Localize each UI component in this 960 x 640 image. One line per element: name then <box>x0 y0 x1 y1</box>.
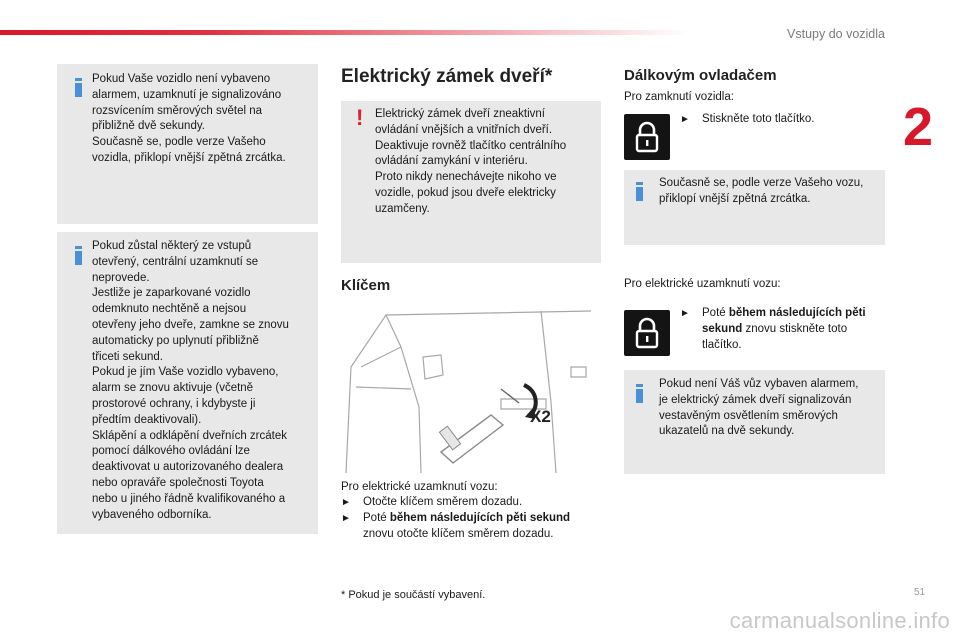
key-intro: Pro elektrické uzamknutí vozu: <box>341 481 498 493</box>
chapter-number: 2 <box>903 97 934 157</box>
lock-button-icon <box>624 310 670 356</box>
remote-intro-2: Pro elektrické uzamknutí vozu: <box>624 278 781 290</box>
remote-intro-1: Pro zamknutí vozidla: <box>624 91 734 103</box>
header-accent-bar <box>0 30 690 35</box>
arrow-bullet-icon: ► <box>341 497 351 508</box>
remote-step-1: ► Stiskněte toto tlačítko. <box>680 112 880 128</box>
remote-heading: Dálkovým ovladačem <box>624 67 777 84</box>
turn-count-label: X2 <box>530 407 551 426</box>
warning-note <box>341 101 601 263</box>
footnote: * Pokud je součástí vybavení. <box>341 589 486 601</box>
warning-text: Elektrický zámek dveří zneaktivní ovládání vnějších a vnitřních dveří. Deaktivuje rovněž tlačítko centrálního ovládání zamykání v interiéru. Proto nikdy nenechávejte nikoho ve vozidle, pokud jsou dveře elektricky uzamčeny. <box>375 108 567 215</box>
watermark: carmanualsonline.info <box>729 608 950 633</box>
arrow-bullet-icon: ► <box>680 308 690 319</box>
info-note-4 <box>624 370 885 474</box>
arrow-bullet-icon: ► <box>680 114 690 125</box>
info-note-3 <box>624 170 885 245</box>
info-note-2 <box>57 232 318 534</box>
key-step-2: ► Poté během následujících pěti sekund znovu otočte klíčem směrem dozadu. <box>341 512 571 540</box>
warning-icon: ! <box>356 105 364 130</box>
info-note-1 <box>57 64 318 224</box>
lock-button-icon <box>624 114 670 160</box>
key-illustration <box>341 307 601 473</box>
remote-step-2: ► Poté během následujících pěti sekund znovu stiskněte toto tlačítko. <box>680 307 866 351</box>
info-note-2-text: Pokud zůstal některý ze vstupů otevřený, centrální uzamknutí se neprovede. Jestliže je zaparkované vozidlo odemknuto nechtěně a nejsou otevřeny jeho dveře, zamkne se znovu automaticky po uplynutí přibližně třiceti sekund. Pokud je jím Vaše vozidlo vybaveno, alarm se znovu aktivuje (včetně prostorové ochrany, i kdybyste ji předtím deaktivovali). Sklápění a odklápění dveřních zrcátek pomocí dálkového ovládání lze deaktivovat u autorizovaného dealera nebo opraváře společnosti Toyota nebo u jiného řádně kvalifikovaného a vybaveného odborníka. <box>92 240 289 521</box>
key-step-1: ► Otočte klíčem směrem dozadu. <box>341 495 601 511</box>
section-title: Vstupy do vozidla <box>787 27 885 41</box>
arrow-bullet-icon: ► <box>341 513 351 524</box>
info-note-3-text: Současně se, podle verze Vašeho vozu, přiklopí vnější zpětná zrcátka. <box>659 177 864 205</box>
info-note-1-text: Pokud Vaše vozidlo není vybaveno alarmem, uzamknutí je signalizováno rozsvícením směrových světel na přibližně dvě sekundy. Současně se, podle verze Vašeho vozidla, přiklopí vnější zpětná zrcátka. <box>92 73 286 164</box>
key-heading: Klíčem <box>341 277 391 294</box>
page-title: Elektrický zámek dveří* <box>341 66 553 87</box>
info-note-4-text: Pokud není Váš vůz vybaven alarmem, je elektrický zámek dveří signalizován vestavěným osvětlením směrových ukazatelů na dvě sekundy. <box>659 378 859 438</box>
page-number: 51 <box>914 587 926 598</box>
